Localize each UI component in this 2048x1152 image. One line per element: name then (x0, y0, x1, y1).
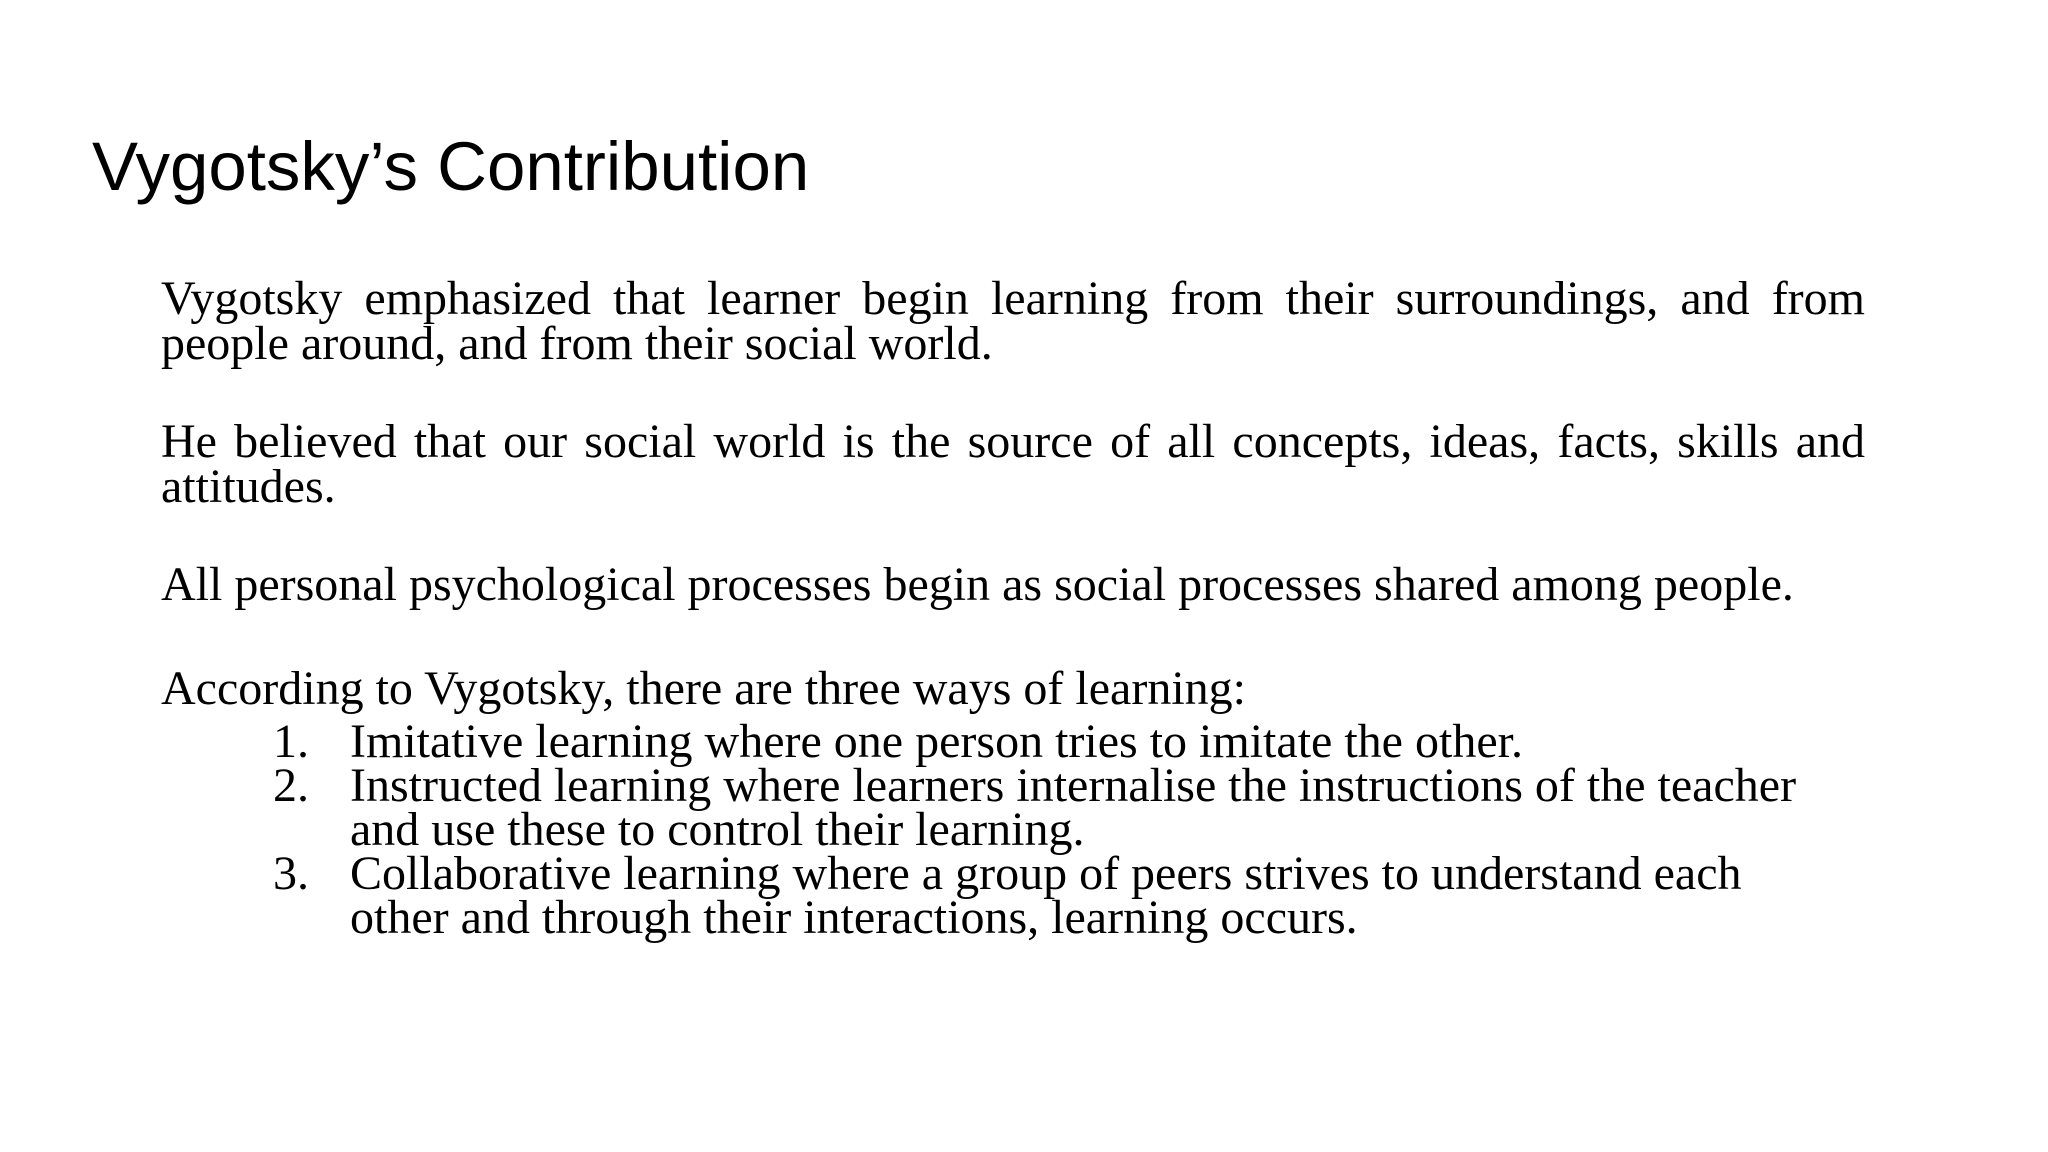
paragraph-surroundings: Vygotsky emphasized that learner begin learning from their surroundings, and from people around, and from their social world. (161, 272, 1865, 370)
paragraph-ways-of-learning: According to Vygotsky, there are three ways of learning: (161, 662, 1246, 715)
list-item-number: 2. (273, 759, 309, 812)
slide-title: Vygotsky’s Contribution (92, 128, 810, 205)
list-item-text: Instructed learning where learners internalise the instructions of the teacher and use these to control their learning. (350, 759, 1797, 856)
list-item (161, 715, 1834, 768)
list-item-text: Collaborative learning where a group of peers strives to understand each other and through their interactions, learning occurs. (350, 847, 1742, 944)
list-item (161, 759, 1834, 856)
learning-ways-list (161, 715, 1865, 944)
paragraph-psychological-processes: All personal psychological processes begin as social processes shared among people. (161, 558, 1794, 611)
list-item-number: 1. (273, 715, 309, 768)
list-item-number: 3. (273, 847, 309, 900)
paragraph-social-world: He believed that our social world is the source of all concepts, ideas, facts, skills and attitudes. (161, 415, 1865, 513)
list-item (161, 847, 1834, 944)
list-item-text: Imitative learning where one person tries to imitate the other. (350, 715, 1523, 768)
